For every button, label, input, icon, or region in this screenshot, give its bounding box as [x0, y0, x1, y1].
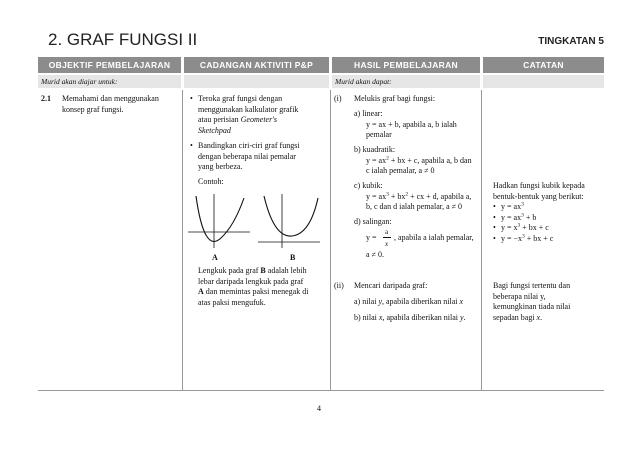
outcome-line: c ialah pemalar, a ≠ 0	[366, 166, 435, 175]
divider	[481, 90, 482, 391]
activity-line: atas paksi mengufuk.	[198, 297, 266, 307]
note-formula: • $y = -x^3$ + bx + c	[501, 234, 553, 245]
divider	[182, 90, 183, 391]
outcome-line: a ≠ 0.	[366, 250, 384, 259]
outcome-line: d) salingan:	[354, 217, 392, 226]
header-outcomes: HASIL PEMBELAJARAN	[332, 57, 480, 73]
activity-line: A dan memintas paksi menegak di	[198, 287, 309, 296]
outcome-number: (i)	[334, 94, 342, 103]
subheader-taught: Murid akan diajar untuk:	[38, 75, 181, 88]
outcome-line: , apabila a ialah pemalar,	[394, 233, 474, 242]
outcome-line: b) nilai x, apabila diberikan nilai y.	[354, 313, 466, 322]
objective-number: 2.1	[41, 94, 51, 103]
activity-line: • Teroka graf fungsi dengan	[198, 94, 282, 105]
graph-b-figure	[258, 192, 322, 250]
note-formula: • $y = ax^3 + b$	[501, 213, 536, 224]
activity-line: Sketchpad	[198, 125, 231, 135]
header-activities: CADANGAN AKTIVITI P&P	[184, 57, 329, 73]
page-number: 4	[317, 404, 321, 413]
note-line: Hadkan fungsi kubik kepada	[493, 181, 585, 190]
activity-line: menggunakan kalkulator grafik	[198, 104, 299, 114]
graph-a-label: A	[212, 253, 218, 262]
form-level-label: TINGKATAN 5	[538, 36, 604, 47]
note-line: kemungkinan tiada nilai	[493, 302, 571, 311]
page-title: 2. GRAF FUNGSI II	[48, 30, 198, 49]
parabola-b	[264, 196, 318, 236]
outcome-line: Mencari daripada graf:	[354, 281, 428, 290]
note-line: beberapa nilai y,	[493, 291, 546, 301]
objective-line: konsep graf fungsi.	[62, 104, 124, 114]
divider	[330, 90, 331, 391]
outcome-line: y = ax + b, apabila a, b ialah	[366, 119, 457, 129]
graph-b-label: B	[290, 253, 296, 262]
outcome-line: Melukis graf bagi fungsi:	[354, 94, 436, 103]
divider	[38, 390, 604, 391]
note-line: bentuk-bentuk yang berikut:	[493, 191, 584, 201]
header-objectives: OBJEKTIF PEMBELAJARAN	[38, 57, 181, 73]
outcome-line: pemalar	[366, 130, 392, 139]
example-label: Contoh:	[198, 177, 224, 186]
outcome-line: c) kubik:	[354, 181, 383, 190]
syllabus-table	[38, 57, 604, 391]
parabola-a	[196, 196, 244, 241]
subheader-able: Murid akan dapat:	[332, 75, 480, 88]
outcome-line: a) nilai y, apabila diberikan nilai x	[354, 297, 464, 306]
outcome-line: $y = ax^2$ + bx + c, apabila a, b dan	[366, 154, 472, 165]
fraction-numerator: a	[385, 228, 389, 236]
outcome-line: b) kuadratik:	[354, 145, 396, 154]
activity-line: yang berbeza.	[198, 162, 243, 171]
subheader-blank	[184, 75, 329, 88]
outcome-line: $y = ax^3 + bx^2$ + cx + d, apabila a,	[366, 190, 472, 201]
note-line: Bagi fungsi tertentu dan	[493, 281, 571, 290]
graph-a-figure	[188, 192, 252, 250]
subheader-blank-2	[483, 75, 604, 88]
fraction-bar	[383, 237, 391, 238]
note-formula: • $y = x^3$ + bx + c	[501, 223, 549, 234]
activity-line: Lengkuk pada graf B adalah lebih	[198, 266, 307, 275]
activity-line: • Bandingkan ciri-ciri graf fungsi	[198, 141, 300, 152]
activity-line: lebar daripada lengkuk pada graf	[198, 276, 304, 286]
activity-line: atau perisian Geometer's	[198, 115, 278, 124]
outcome-line: b, c dan d ialah pemalar, a ≠ 0	[366, 202, 463, 211]
outcome-number: (ii)	[334, 281, 344, 290]
note-line: sepadan bagi x.	[493, 312, 543, 322]
note-formula: • $y = ax^3$	[501, 202, 524, 213]
fraction-denominator: x	[385, 240, 389, 248]
objective-line: Memahami dan menggunakan	[62, 94, 159, 103]
outcome-line: y =	[366, 233, 377, 242]
outcome-line: a) linear:	[354, 109, 383, 118]
header-notes: CATATAN	[483, 57, 604, 73]
activity-line: dengan beberapa nilai pemalar	[198, 151, 296, 161]
